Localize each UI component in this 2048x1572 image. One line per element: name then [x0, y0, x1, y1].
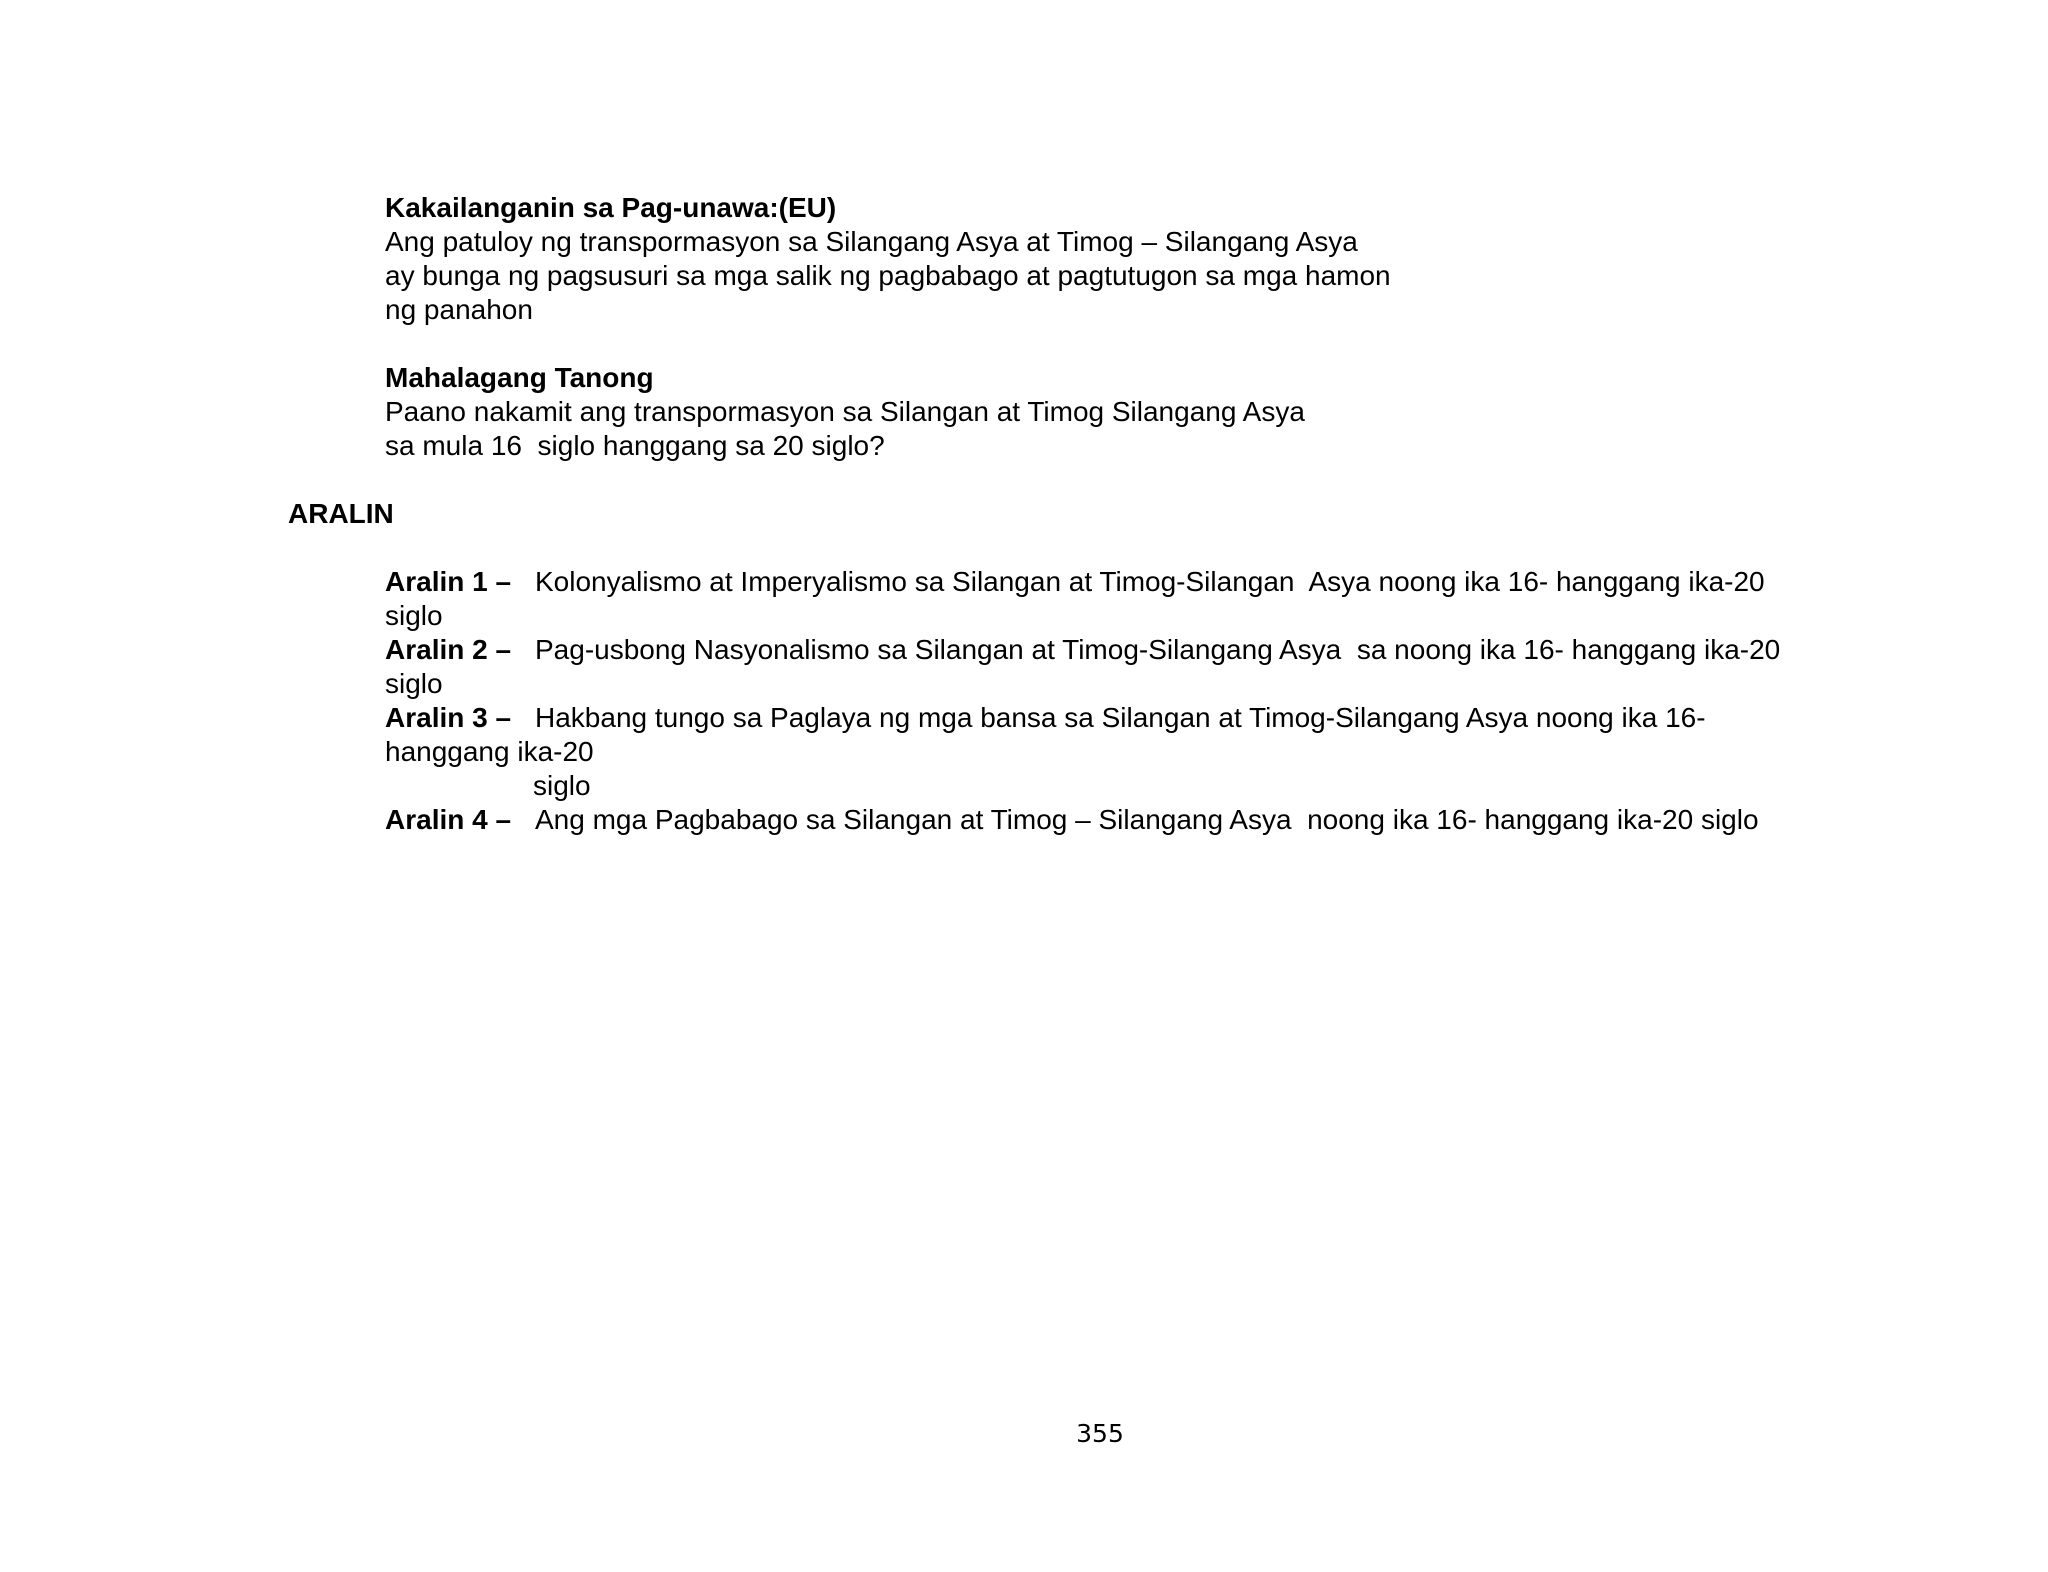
- lesson-1-label: Aralin 1 –: [385, 566, 512, 597]
- lesson-3-label: Aralin 3 –: [385, 702, 512, 733]
- eu-line-2: ay bunga ng pagsusuri sa mga salik ng pagbabago at pagtutugon sa mga hamon: [385, 260, 1391, 291]
- lesson-1-continuation: siglo: [385, 600, 443, 631]
- aralin-heading: ARALIN: [288, 498, 394, 529]
- eu-heading: Kakailanganin sa Pag-unawa:(EU): [385, 192, 837, 223]
- eu-line-1: Ang patuloy ng transpormasyon sa Silangang Asya at Timog – Silangang Asya: [385, 226, 1358, 257]
- lesson-3-text: Hakbang tungo sa Paglaya ng mga bansa sa Silangan at Timog-Silangang Asya noong ika 16-: [535, 702, 1706, 733]
- lesson-2-label: Aralin 2 –: [385, 634, 512, 665]
- lesson-3-continuation-2: siglo: [533, 770, 591, 801]
- question-line-1: Paano nakamit ang transpormasyon sa Silangan at Timog Silangang Asya: [385, 396, 1305, 427]
- eu-line-3: ng panahon: [385, 294, 533, 325]
- lesson-4-label: Aralin 4 –: [385, 804, 512, 835]
- lesson-4-text: Ang mga Pagbabago sa Silangan at Timog – Silangang Asya noong ika 16- hanggang ika-20 siglo: [535, 804, 1759, 835]
- lesson-1-text: Kolonyalismo at Imperyalismo sa Silangan at Timog-Silangan Asya noong ika 16- hanggang ika-20: [535, 566, 1765, 597]
- page-number: 355: [1076, 1419, 1124, 1448]
- lesson-2-text: Pag-usbong Nasyonalismo sa Silangan at Timog-Silangang Asya sa noong ika 16- hanggang ika-20: [535, 634, 1781, 665]
- lesson-3-continuation: hanggang ika-20: [385, 736, 594, 767]
- question-line-2: sa mula 16 siglo hanggang sa 20 siglo?: [385, 430, 885, 461]
- lesson-2-continuation: siglo: [385, 668, 443, 699]
- question-heading: Mahalagang Tanong: [385, 362, 654, 393]
